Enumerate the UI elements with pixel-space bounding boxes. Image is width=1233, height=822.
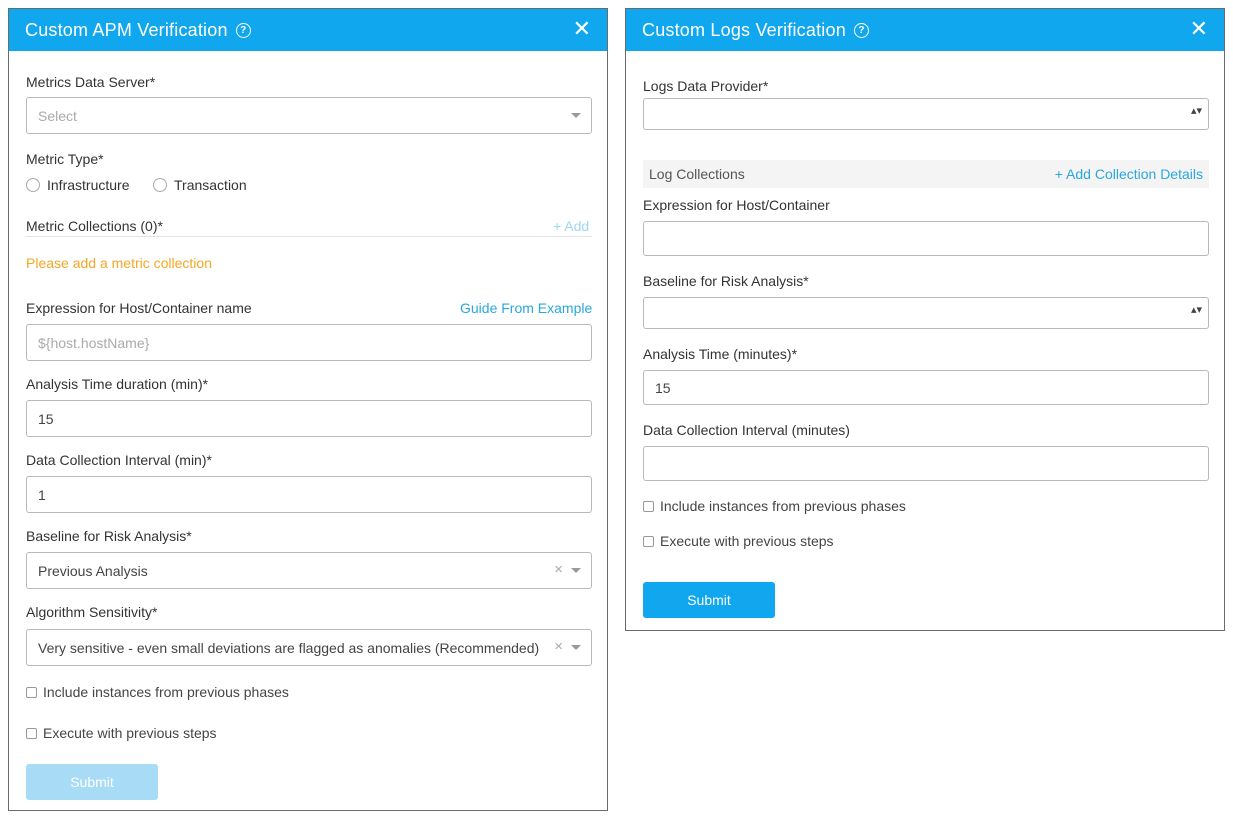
chevron-down-icon [571,568,581,573]
apm-verification-dialog [8,8,608,811]
baseline-label: Baseline for Risk Analysis* [643,273,809,289]
checkbox-icon [26,728,37,739]
checkbox-label: Include instances from previous phases [660,498,906,514]
metric-collections-label: Metric Collections (0)* [26,218,163,234]
dialog-title: Custom APM Verification [25,19,228,40]
interval-input[interactable] [643,446,1209,481]
checkbox-label: Include instances from previous phases [43,684,289,700]
sensitivity-select[interactable] [26,629,592,666]
clear-icon[interactable]: × [554,638,563,655]
updown-icon: ▴▾ [1190,105,1202,117]
close-icon[interactable]: ✕ [572,16,591,41]
analysis-time-input[interactable] [643,370,1209,405]
input-value: 1 [38,486,46,503]
metrics-server-select[interactable] [26,97,592,134]
log-collections-bar [643,160,1209,188]
radio-label: Infrastructure [47,177,130,193]
dialog-header [626,9,1224,51]
analysis-time-label: Analysis Time (minutes)* [643,346,798,362]
include-instances-checkbox[interactable] [643,498,906,514]
interval-label: Data Collection Interval (minutes) [643,422,850,438]
analysis-time-label: Analysis Time duration (min)* [26,376,209,392]
select-value: Previous Analysis [38,562,148,579]
dialog-title: Custom Logs Verification [642,19,846,40]
sensitivity-label: Algorithm Sensitivity* [26,604,158,620]
interval-label: Data Collection Interval (min)* [26,452,212,468]
host-expression-label: Expression for Host/Container [643,197,830,213]
help-icon[interactable]: ? [854,23,869,38]
log-collections-label: Log Collections [649,166,745,182]
interval-input[interactable] [26,476,592,513]
divider [26,236,592,237]
baseline-select[interactable] [26,552,592,589]
execute-previous-checkbox[interactable] [26,725,217,741]
host-expression-label: Expression for Host/Container name [26,300,252,316]
submit-button[interactable]: Submit [26,764,158,800]
metric-type-infrastructure[interactable] [26,177,129,193]
radio-icon [26,178,40,192]
chevron-down-icon [571,113,581,118]
checkbox-label: Execute with previous steps [43,725,217,741]
dialog-header [9,9,607,51]
select-placeholder: Select [38,107,77,124]
submit-button[interactable]: Submit [643,582,775,618]
input-value: 15 [655,379,671,396]
radio-icon [153,178,167,192]
baseline-label: Baseline for Risk Analysis* [26,528,192,544]
host-expression-input[interactable] [643,221,1209,256]
logs-provider-select[interactable] [643,98,1209,130]
analysis-time-input[interactable] [26,400,592,437]
checkbox-icon [643,501,654,512]
logs-provider-label: Logs Data Provider* [643,78,769,94]
metric-collection-warning: Please add a metric collection [26,255,212,271]
host-expression-input[interactable] [26,324,592,361]
add-metric-collection-link[interactable]: + Add [553,218,590,234]
metric-type-transaction[interactable] [153,177,247,193]
add-collection-details-link[interactable]: + Add Collection Details [1054,166,1203,182]
input-placeholder: ${host.hostName} [38,334,150,351]
checkbox-icon [643,536,654,547]
close-icon[interactable]: ✕ [1189,16,1208,41]
checkbox-icon [26,687,37,698]
chevron-down-icon [571,645,581,650]
checkbox-label: Execute with previous steps [660,533,834,549]
input-value: 15 [38,410,54,427]
help-icon[interactable]: ? [236,23,251,38]
metrics-server-label: Metrics Data Server* [26,74,156,90]
include-instances-checkbox[interactable] [26,684,289,700]
radio-label: Transaction [174,177,247,193]
select-value: Very sensitive - even small deviations are flagged as anomalies (Recommended) [38,639,540,656]
metric-type-label: Metric Type* [26,151,104,167]
execute-previous-checkbox[interactable] [643,533,834,549]
clear-icon[interactable]: × [554,561,563,578]
updown-icon: ▴▾ [1190,304,1202,316]
guide-from-example-link[interactable]: Guide From Example [460,300,593,316]
logs-verification-dialog [625,8,1225,631]
baseline-select[interactable] [643,297,1209,329]
